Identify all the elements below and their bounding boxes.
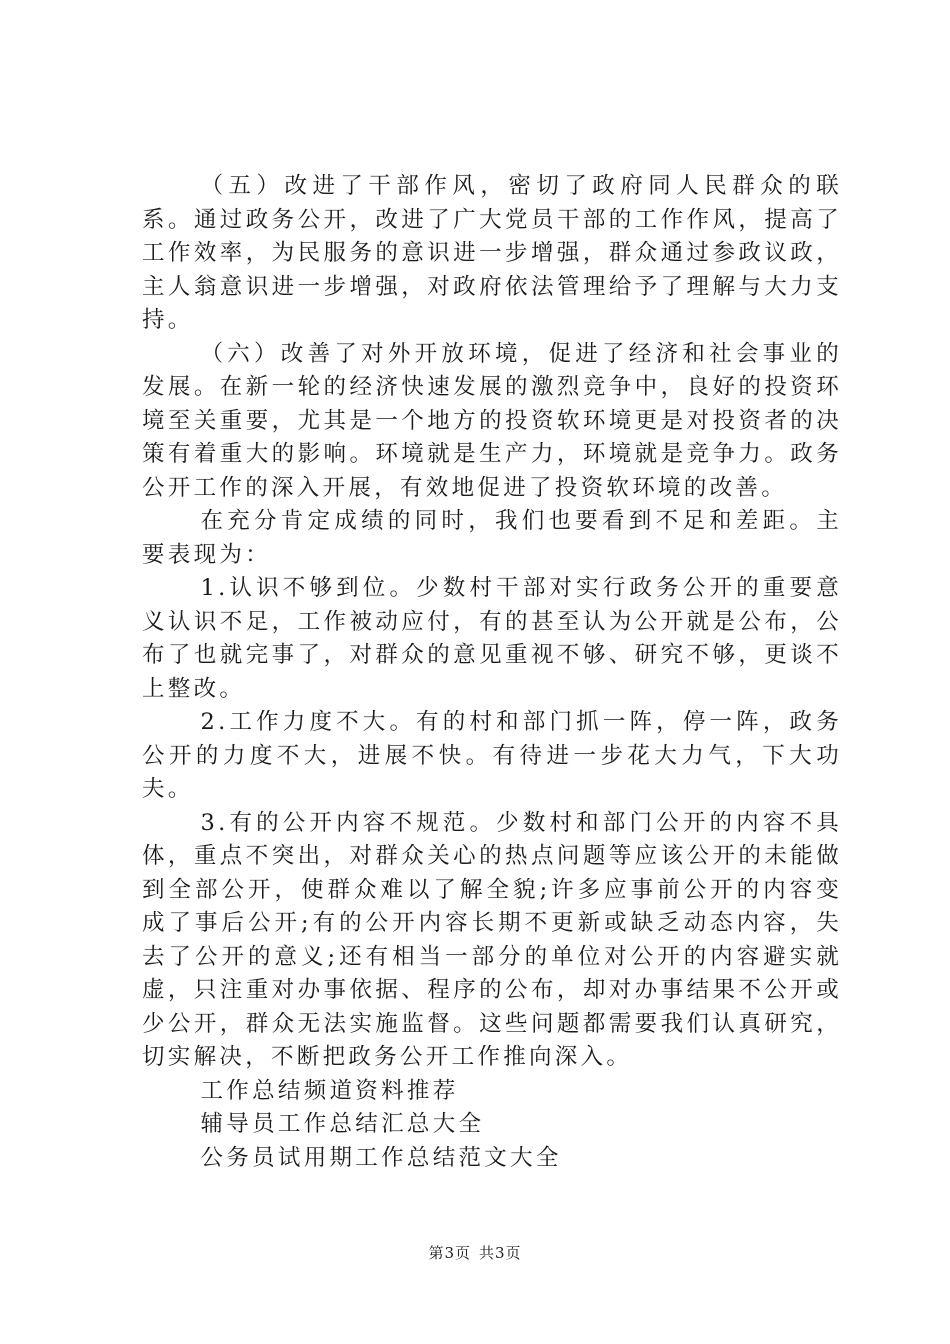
recommendation-link-counselor-summary[interactable]: 辅导员工作总结汇总大全	[200, 1111, 485, 1137]
paragraph-point-2: 2.工作力度不大。有的村和部门抓一阵，停一阵，政务公开的力度不大，进展不快。有待进一步花大力气，下大功夫。	[142, 709, 842, 802]
paragraph-improve-opening-environment: （六）改善了对外开放环境，促进了经济和社会事业的发展。在新一轮的经济快速发展的激烈竞争中，良好的投资环境至关重要，尤其是一个地方的投资软环境更是对投资者的决策有着重大的影响。环境就是生产力，环境就是竞争力。政务公开工作的深入开展，有效地促进了投资软环境的改善。	[142, 340, 842, 501]
recommendation-heading: 工作总结频道资料推荐	[200, 1077, 459, 1104]
recommendation-link-civil-servant-summary[interactable]: 公务员试用期工作总结范文大全	[200, 1144, 562, 1171]
document-body	[142, 170, 842, 1175]
page-number: 第3页	[428, 1244, 471, 1262]
paragraph-point-3: 3.有的公开内容不规范。少数村和部门公开的内容不具体，重点不突出，对群众关心的热点问题等应该公开的未能做到全部公开，使群众难以了解全貌;许多应事前公开的内容变成了事后公开;有的公开内容长期不更新或缺乏动态内容，失去了公开的意义;还有相当一部分的单位对公开的内容避实就虚，只注重对办事依据、程序的公布，却对办事结果不公开或少公开，群众无法实施监督。这些问题都需要我们认真研究，切实解决，不断把政务公开工作推向深入。	[142, 809, 842, 1070]
paragraph-point-1: 1.认识不够到位。少数村干部对实行政务公开的重要意义认识不足，工作被动应付，有的甚至认为公开就是公布，公布了也就完事了，对群众的意见重视不够、研究不够，更谈不上整改。	[142, 575, 842, 702]
paragraph-shortcomings-intro: 在充分肯定成绩的同时，我们也要看到不足和差距。主要表现为：	[142, 508, 842, 568]
paragraph-improve-cadre-style: （五）改进了干部作风，密切了政府同人民群众的联系。通过政务公开，改进了广大党员干部的工作作风，提高了工作效率，为民服务的意识进一步增强，群众通过参政议政，主人翁意识进一步增强，对政府依法管理给予了理解与大力支持。	[142, 173, 842, 333]
page-footer	[0, 1242, 950, 1263]
page-total: 共3页	[479, 1244, 522, 1262]
